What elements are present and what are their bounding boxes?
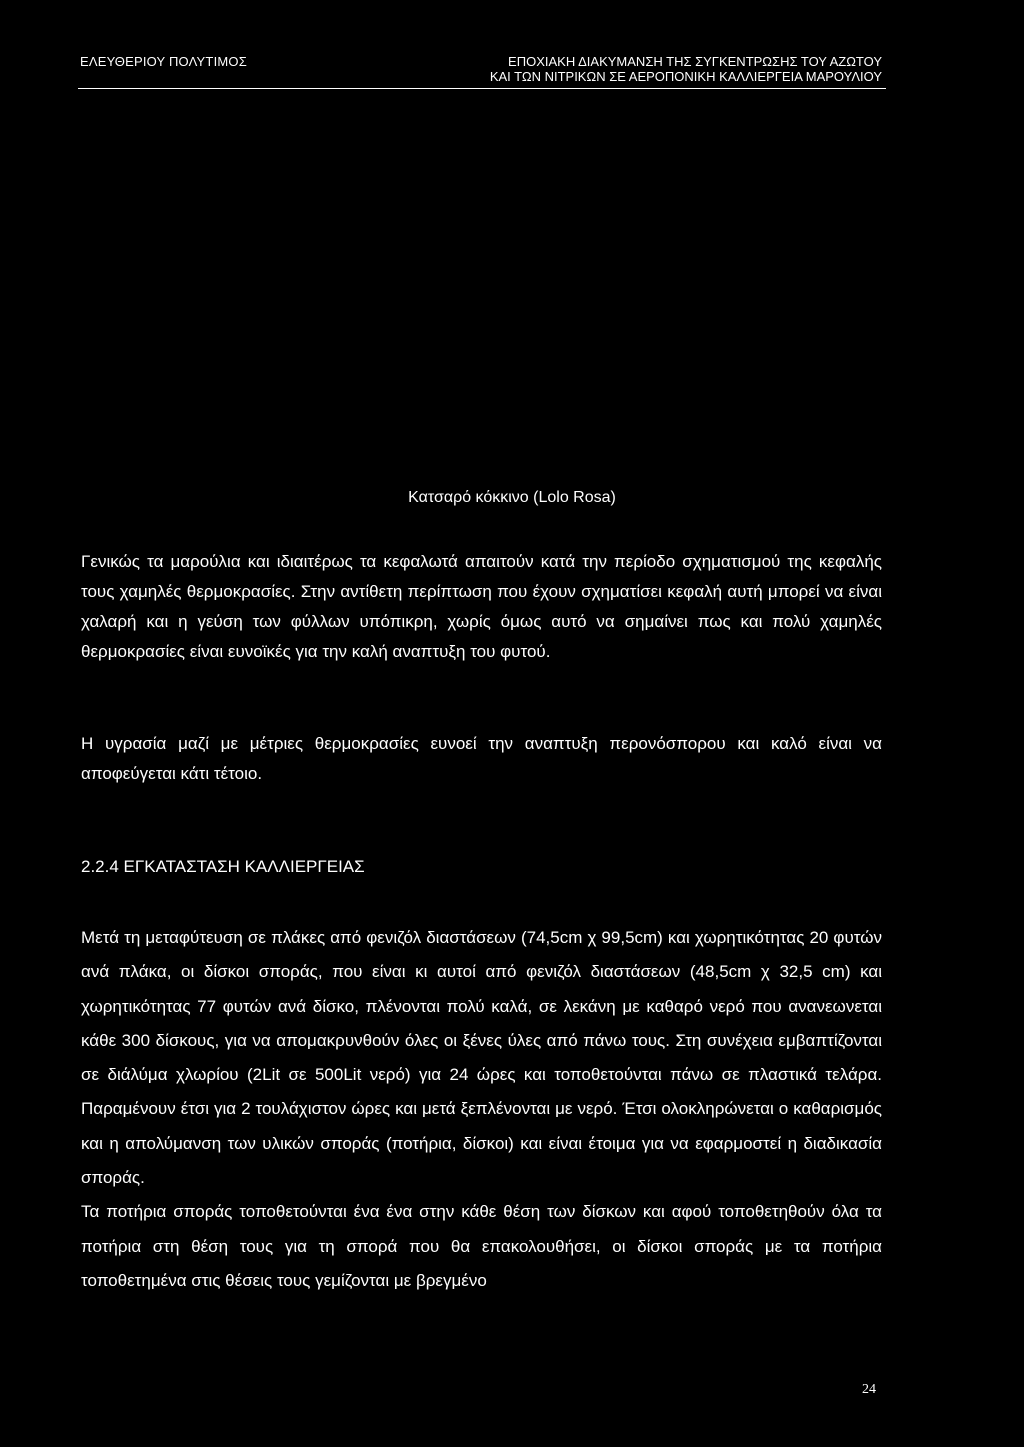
header-title-line-2: ΚΑΙ ΤΩΝ ΝΙΤΡΙΚΩΝ ΣΕ ΑΕΡΟΠΟΝΙΚΗ ΚΑΛΛΙΕΡΓΕΙΑ ΜΑΡΟΥΛΙΟΥ	[489, 69, 882, 84]
section-2-body	[81, 921, 882, 1298]
header-title-line-1: ΕΠΟΧΙΑΚΗ ΔΙΑΚΥΜΑΝΣΗ ΤΗΣ ΣΥΓΚΕΝΤΡΩΣΗΣ ΤΟΥ ΑΖΩΤΟΥ	[508, 54, 882, 69]
section-1-paragraph-2	[81, 729, 882, 789]
section-2-paragraph-1: Μετά τη μεταφύτευση σε πλάκες από φενιζόλ διαστάσεων (74,5cm χ 99,5cm) και χωρητικότητας 20 φυτών ανά πλάκα, οι δίσκοι σποράς, που είναι κι αυτοί από φενιζόλ διαστάσεων (48,5cm χ 32,5 cm) και χωρητικότητας 77 φυτών ανά δίσκο, πλένονται πολύ καλά, σε λεκάνη με καθαρό νερό που ανανεωνεται κάθε 300 δίσκους, για να απομακρυνθούν όλες οι ξένες ύλες από πάνω τους. Στη συνέχεια εμβαπτίζονται σε διάλύμα χλωρίου (2Lit σε 500Lit νερό) για 24 ώρες και τοποθετούνται πάνω σε πλαστικά τελάρα. Παραμένουν έτσι για 2 τουλάχιστον ώρες και μετά ξεπλένονται με νερό. Έτσι ολοκληρώνεται ο καθαρισμός και η απολύμανση των υλικών σποράς (ποτήρια, δίσκοι) και είναι έτοιμα για να εφαρμοστεί η διαδικασία σποράς.	[81, 928, 882, 1188]
paragraph-text: Η υγρασία μαζί με μέτριες θερμοκρασίες ευνοεί την αναπτυξη περονόσπορου και καλό είναι να αποφεύγεται κάτι τέτοιο.	[81, 734, 882, 783]
header-title	[490, 54, 882, 84]
section-heading: 2.2.4 ΕΓΚΑΤΑΣΤΑΣΗ ΚΑΛΛΙΕΡΓΕΙΑΣ	[81, 857, 365, 876]
header-author: ΕΛΕΥΘΕΡΙΟΥ ΠΟΛΥΤΙΜΟΣ	[80, 54, 247, 69]
figure-caption: Κατσαρό κόκκινο (Lolo Rosa)	[408, 489, 616, 506]
paragraph-text: Γενικώς τα μαρούλια και ιδιαιτέρως τα κεφαλωτά απαιτούν κατά την περίοδο σχηματισμού της κεφαλής τους χαμηλές θερμοκρασίες. Στην αντίθετη περίπτωση που έχουν σχηματίσει κεφαλή αυτή μπορεί να είναι χαλαρή και η γεύση των φύλλων υπόπικρη, χωρίς όμως αυτό να σημαίνει πως και πολύ χαμηλές θερμοκρασίες είναι ευνοϊκές για την καλή αναπτυξη του φυτού.	[81, 552, 882, 661]
section-1-paragraph-1	[81, 547, 882, 667]
section-2-paragraph-2: Τα ποτήρια σποράς τοποθετούνται ένα ένα στην κάθε θέση των δίσκων και αφού τοποθετηθούν όλα τα ποτήρια στη θέση τους για τη σπορά που θα επακολουθήσει, οι δίσκοι σποράς με τα ποτήρια τοποθετημένα στις θέσεις τους γεμίζονται με βρεγμένο	[81, 1202, 882, 1290]
page-number: 24	[862, 1382, 876, 1397]
page-header	[78, 50, 886, 92]
header-divider	[78, 88, 886, 89]
